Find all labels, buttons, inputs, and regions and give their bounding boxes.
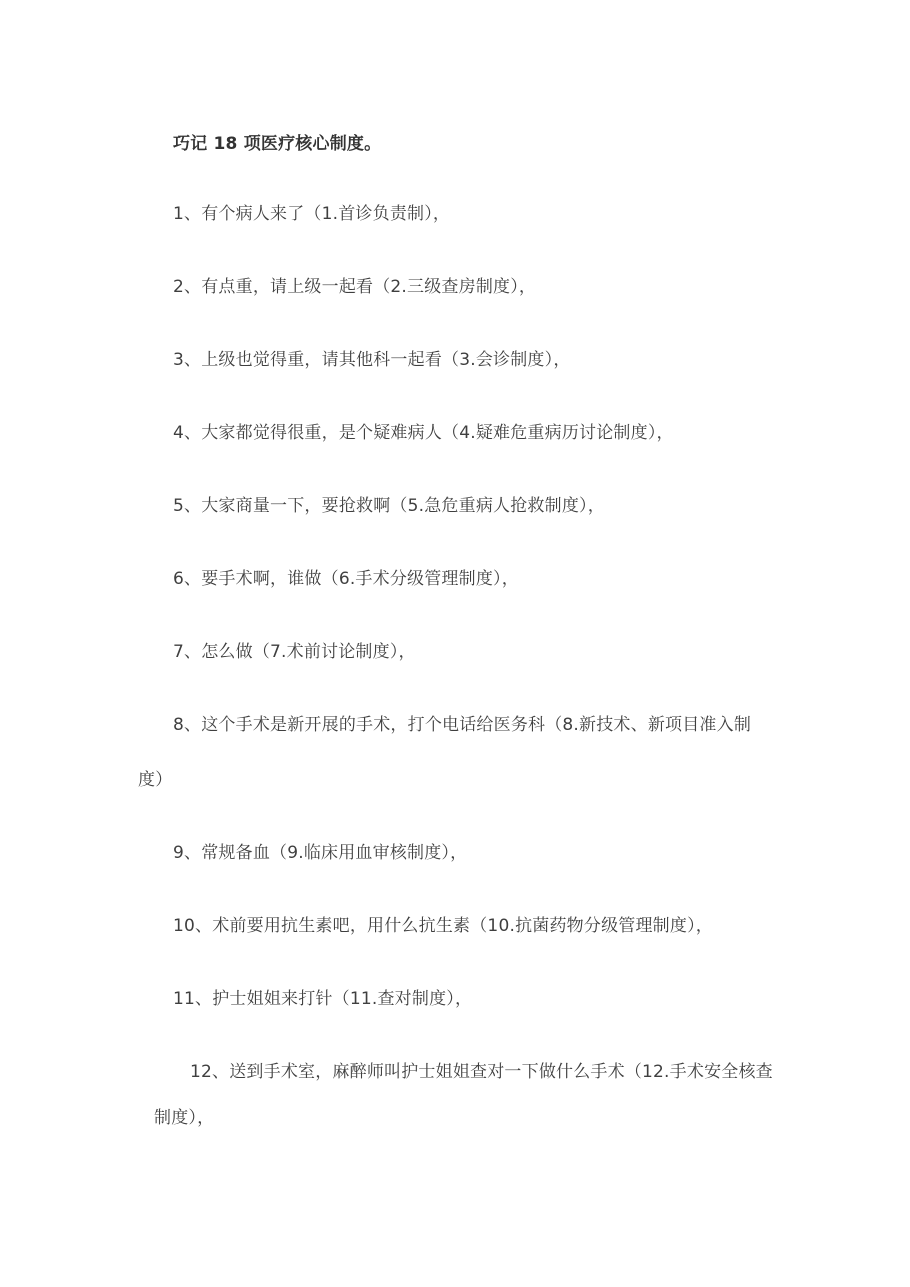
list-item-3: 3、上级也觉得重，请其他科一起看（3.会诊制度），	[173, 350, 571, 370]
list-item-12: 12、送到手术室，麻醉师叫护士姐姐查对一下做什么手术（12.手术安全核查	[190, 1062, 773, 1082]
list-item-5: 5、大家商量一下，要抢救啊（5.急危重病人抢救制度），	[173, 496, 605, 516]
list-item-9: 9、常规备血（9.临床用血审核制度），	[173, 843, 468, 863]
list-item-11: 11、护士姐姐来打针（11.查对制度），	[173, 989, 473, 1009]
list-item-12-continuation: 制度），	[154, 1108, 215, 1128]
list-item-6: 6、要手术啊，谁做（6.手术分级管理制度），	[173, 569, 519, 589]
list-item-10: 10、术前要用抗生素吧，用什么抗生素（10.抗菌药物分级管理制度），	[173, 916, 713, 936]
list-item-7: 7、怎么做（7.术前讨论制度），	[173, 642, 416, 662]
list-item-2: 2、有点重，请上级一起看（2.三级查房制度），	[173, 277, 537, 297]
document-title: 巧记 18 项医疗核心制度。	[173, 134, 382, 154]
list-item-1: 1、有个病人来了（1.首诊负责制），	[173, 204, 451, 224]
list-item-4: 4、大家都觉得很重，是个疑难病人（4.疑难危重病历讨论制度），	[173, 423, 674, 443]
list-item-8: 8、这个手术是新开展的手术，打个电话给医务科（8.新技术、新项目准入制	[173, 715, 752, 735]
list-item-8-continuation: 度）	[138, 770, 173, 790]
